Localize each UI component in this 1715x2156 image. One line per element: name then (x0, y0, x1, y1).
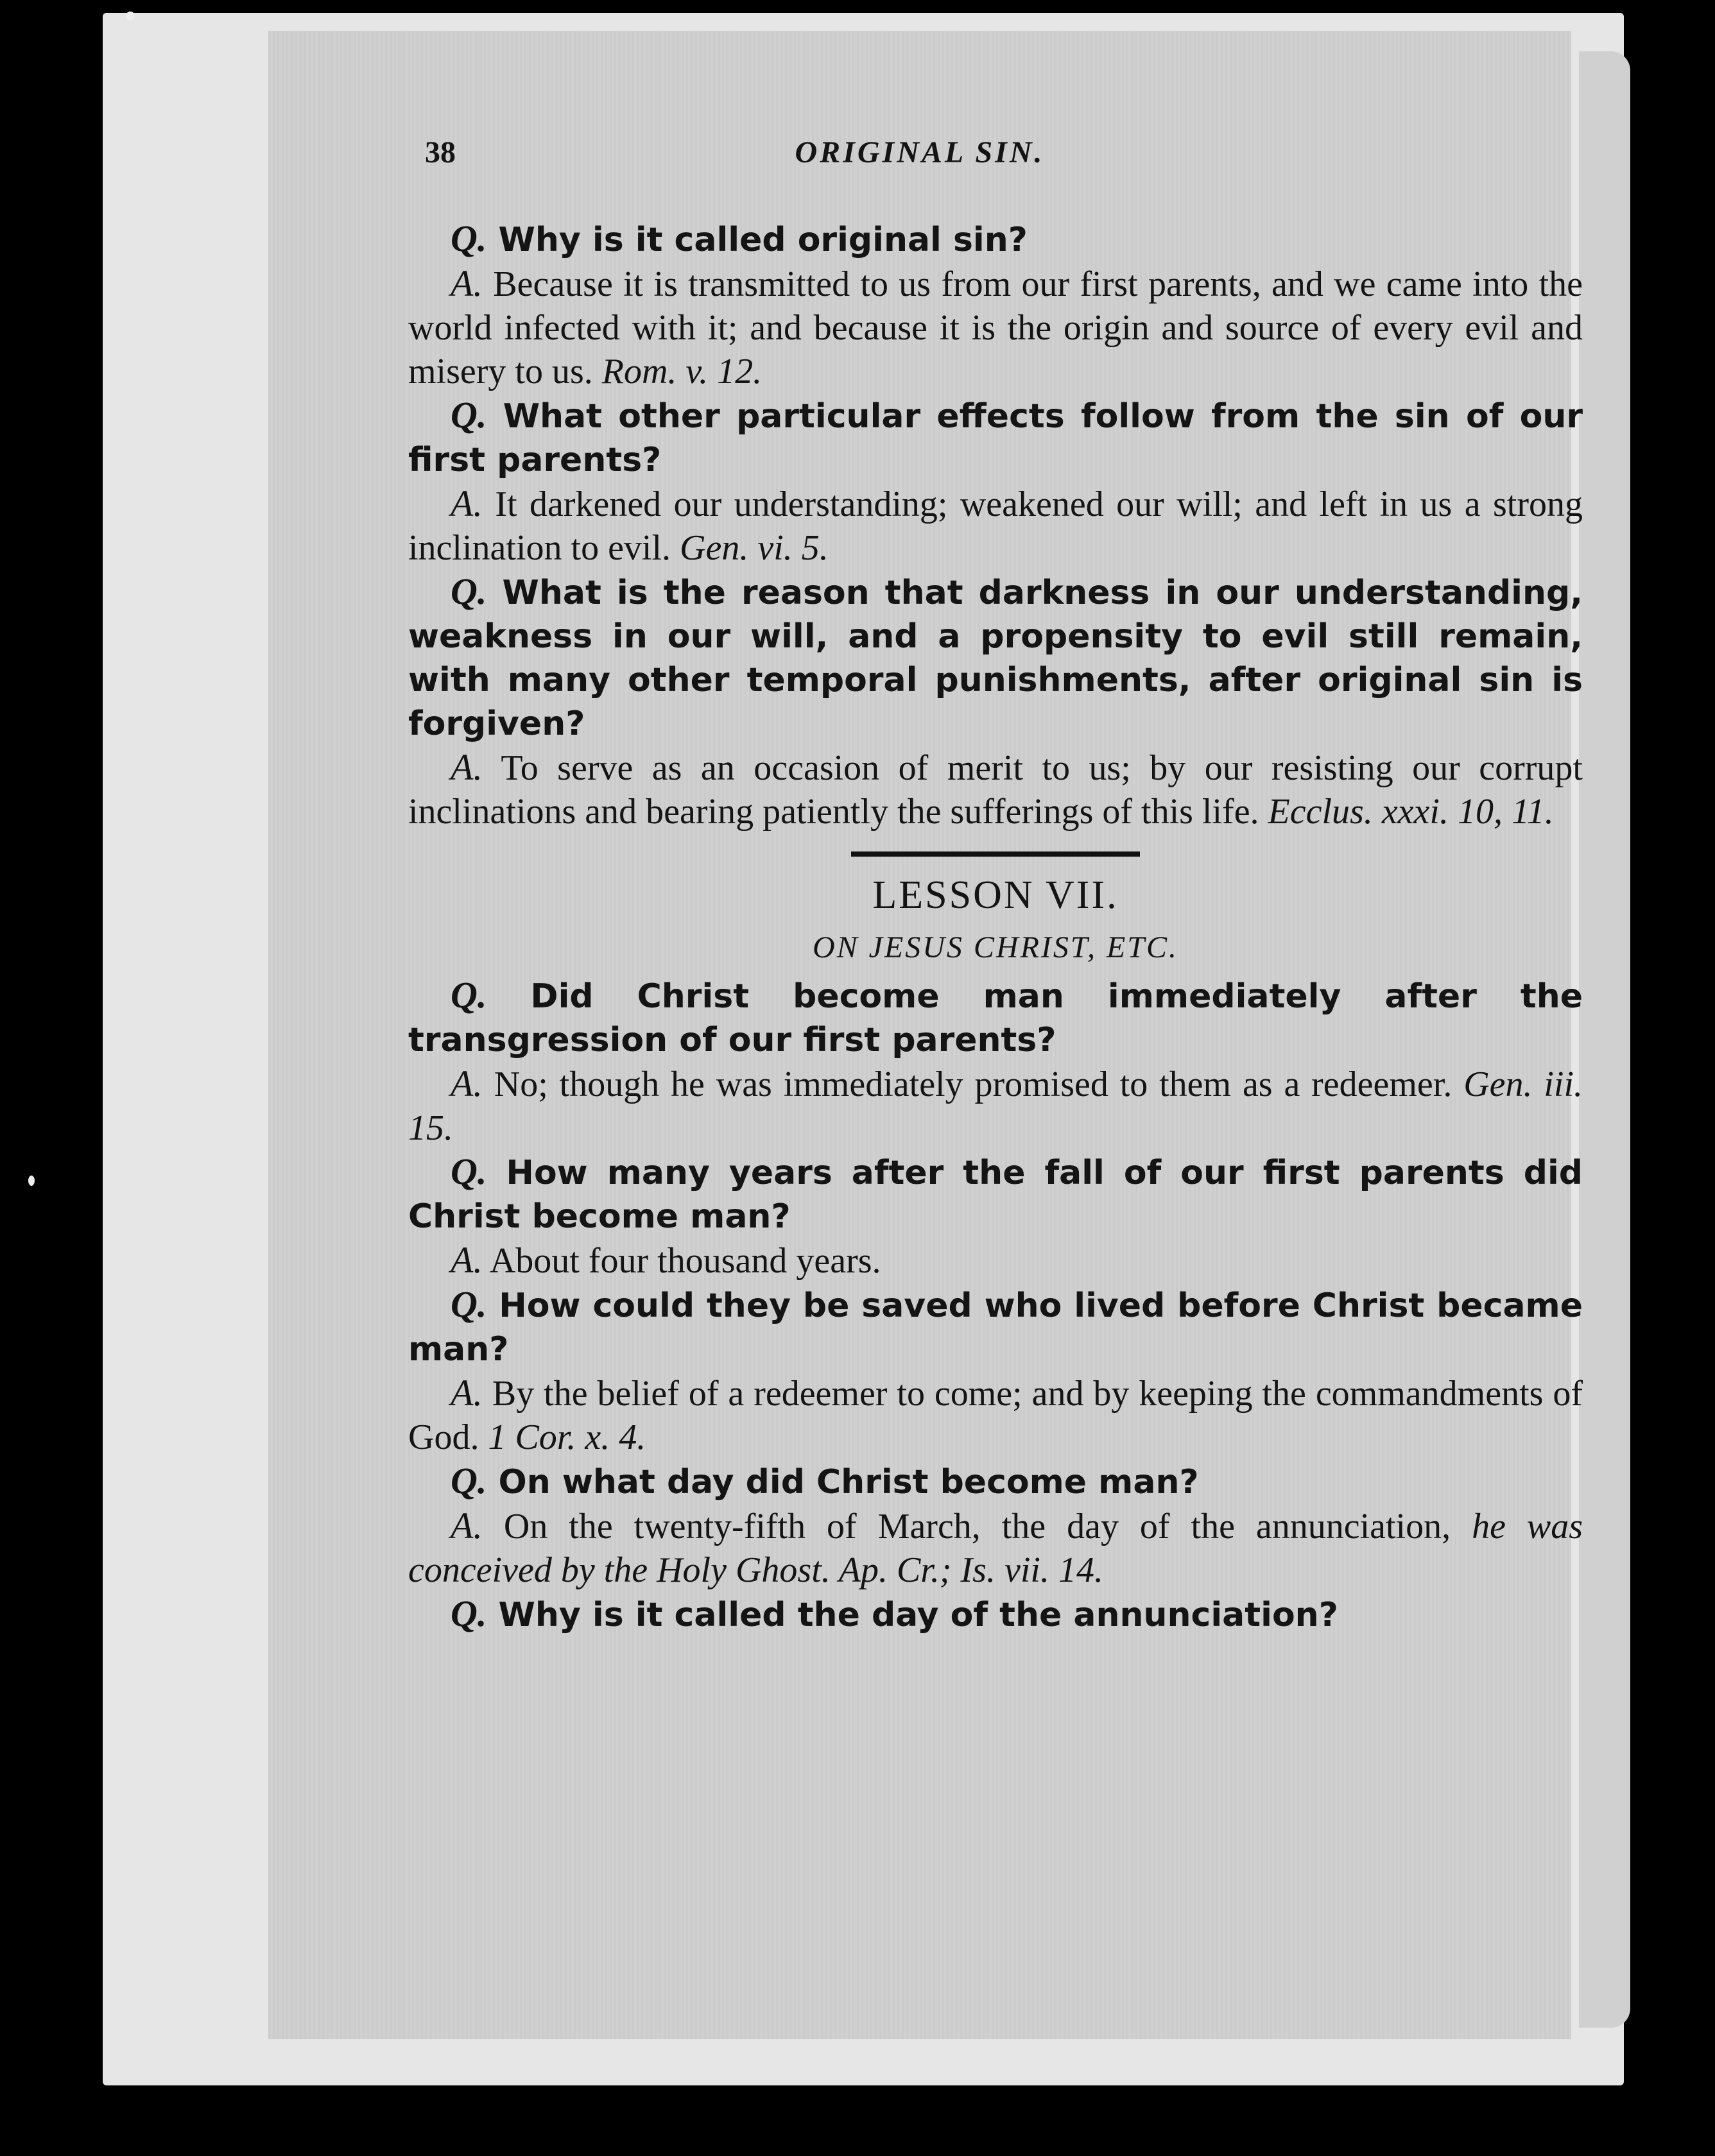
book-page (268, 31, 1583, 2039)
answer-marker: A. (451, 483, 483, 524)
question (408, 1283, 1583, 1371)
answer-text: About four thousand years. (489, 1241, 881, 1281)
question (408, 1459, 1583, 1504)
scripture-reference: Ecclus. xxxi. 10, 11. (1268, 792, 1554, 832)
question-marker: Q. (451, 1283, 487, 1325)
answer-marker: A. (451, 1063, 483, 1104)
question (408, 217, 1583, 262)
scan-speck (28, 1176, 35, 1186)
answer (408, 1504, 1583, 1592)
scripture-reference: Gen. iii. 15. (408, 1065, 1583, 1148)
answer-marker: A. (451, 1372, 483, 1414)
question-text: Did Christ become man immediately after the transgression of our first parents? (408, 977, 1583, 1059)
answer-text: No; though he was immediately promised to them as a redeemer. (494, 1065, 1452, 1104)
question-text: Why is it called original sin? (498, 221, 1028, 259)
answer-text: To serve as an occasion of merit to us; by our resisting our corrupt inclinations and bearing patiently the sufferings of this life. (408, 748, 1583, 832)
question-marker: Q. (451, 570, 487, 612)
question (408, 973, 1583, 1062)
question-marker: Q. (451, 974, 487, 1016)
page-edge (1579, 51, 1630, 2028)
lesson-title: LESSON VII. (872, 873, 1119, 917)
section-original-sin (408, 217, 1583, 834)
answer (408, 1238, 1583, 1283)
question-text: Why is it called the day of the annunciation? (498, 1596, 1338, 1634)
page-number: 38 (425, 135, 456, 169)
answer-text: Because it is transmitted to us from our first parents, and we came into the world infected with it; and because it is the origin and source of every evil and misery to us. (408, 264, 1583, 391)
answer-text: By the belief of a redeemer to come; and by keeping the commandments of God. (408, 1374, 1583, 1457)
answer (408, 262, 1583, 393)
scripture-reference: 1 Cor. x. 4. (488, 1417, 646, 1457)
answer-marker: A. (451, 262, 483, 304)
section-jesus-christ (408, 973, 1583, 1637)
question-marker: Q. (451, 1460, 487, 1502)
question-marker: Q. (451, 1151, 487, 1192)
running-title: ORIGINAL SIN. (795, 135, 1045, 169)
answer (408, 746, 1583, 834)
question-text: On what day did Christ become man? (498, 1463, 1199, 1502)
answer-marker: A. (451, 1239, 483, 1281)
question-marker: Q. (451, 218, 487, 259)
scripture-reference: Gen. vi. 5. (680, 528, 829, 568)
running-head (268, 135, 1571, 186)
question-marker: Q. (451, 1593, 487, 1634)
question (408, 1592, 1583, 1637)
answer-marker: A. (451, 1505, 483, 1546)
question-text: What other particular effects follow from the sin of our first parents? (408, 397, 1583, 479)
answer (408, 482, 1583, 570)
answer (408, 1371, 1583, 1459)
lesson-subtitle: ON JESUS CHRIST, ETC. (812, 930, 1179, 964)
answer (408, 1062, 1583, 1150)
answer-text: It darkened our understanding; weakened our will; and left in us a strong inclination to evil. (408, 484, 1583, 568)
catechism-text (408, 217, 1583, 1637)
answer-text: On the twenty-fifth of March, the day of the annunciation, (503, 1507, 1451, 1546)
section-divider (851, 851, 1140, 857)
question-text: How many years after the fall of our first parents did Christ become man? (408, 1154, 1583, 1236)
question-marker: Q. (451, 394, 487, 436)
scripture-reference: he was conceived by the Holy Ghost. Ap. Cr.; Is. vii. 14. (408, 1507, 1583, 1590)
scripture-reference: Rom. v. 12. (601, 352, 763, 391)
answer-marker: A. (451, 746, 483, 788)
scan-speck (126, 12, 135, 21)
question (408, 1150, 1583, 1238)
question (408, 393, 1583, 482)
question-text: How could they be saved who lived before Christ became man? (408, 1287, 1583, 1369)
question-text: What is the reason that darkness in our understanding, weakness in our will, and a propensity to evil still remain, with many other temporal punishments, after original sin is forgiven? (408, 574, 1583, 743)
question (408, 570, 1583, 746)
